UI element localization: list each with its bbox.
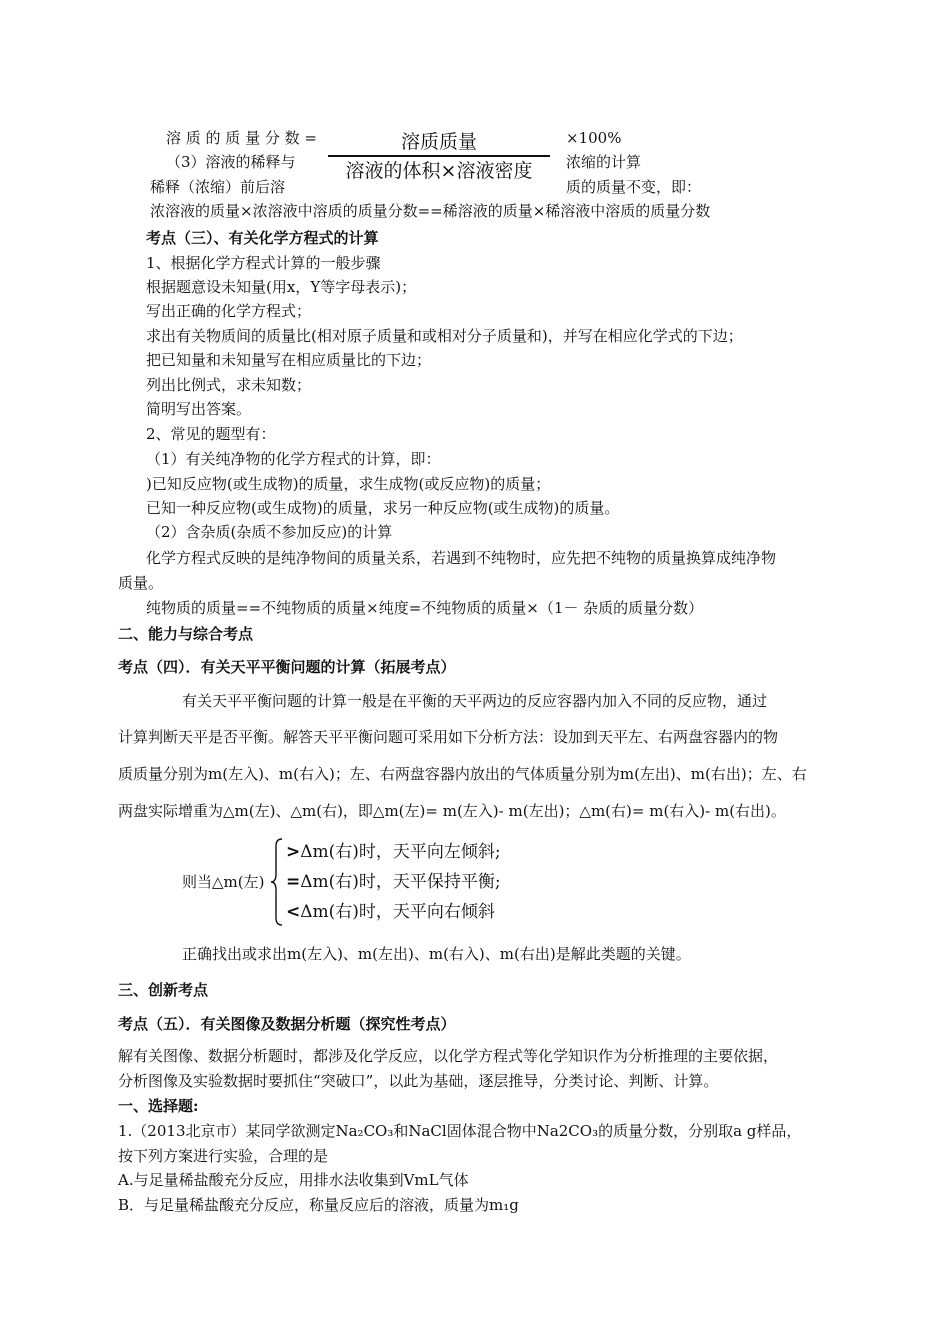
innovation-line: 分析图像及实验数据时要抓住“突破口”，以此为基础，逐层推导，分类讨论、判断、计算。: [118, 1072, 719, 1090]
option-a: A.与足量稀盐酸充分反应，用排水法收集到VmL气体: [118, 1171, 469, 1189]
section-title-innovation: 三、创新考点: [118, 981, 209, 999]
case-symbol: =: [286, 872, 301, 892]
case-expression: Δm(右)时，天平向右倾斜: [300, 902, 495, 922]
case-expression: Δm(右)时，天平保持平衡;: [300, 872, 501, 892]
balance-case-right: [286, 900, 495, 924]
question-1-line-1: 1.（2013北京市）某同学欲测定Na₂CO₃和NaCl固体混合物中Na2CO₃的质量分数，分别取a g样品，: [118, 1122, 802, 1140]
questions-title: 一、选择题:: [118, 1097, 199, 1115]
section3-line: 2、常见的题型有：: [146, 425, 276, 443]
section3-line: 简明写出答案。: [146, 400, 252, 418]
section3-line: 1、根据化学方程式计算的一般步骤: [146, 254, 381, 272]
section-title-point-5: 考点（五）．有关图像及数据分析题（探究性考点）: [118, 1015, 456, 1033]
case-symbol: <: [286, 902, 301, 922]
section3-line: 列出比例式，求未知数；: [146, 376, 312, 394]
ability-paragraph-line: 有关天平平衡问题的计算一般是在平衡的天平两边的反应容器内加入不同的反应物，通过: [182, 692, 768, 710]
innovation-line: 解有关图像、数据分析题时，都涉及化学反应，以化学方程式等化学知识作为分析推理的主要依据，: [118, 1047, 779, 1065]
fraction-bar: [328, 155, 550, 157]
formula-times: ×100%: [566, 129, 622, 147]
balance-case-equal: [286, 870, 501, 894]
ability-paragraph-line: 质质量分别为m(左入)、m(右入)；左、右两盘容器内放出的气体质量分别为m(左出)、m(右出)；左、右: [118, 765, 807, 783]
formula-lead: 溶 质 的 质 量 分 数 =: [166, 129, 317, 147]
section-title-ability: 二、能力与综合考点: [118, 625, 254, 643]
section3-line: 已知一种反应物(或生成物)的质量，求另一种反应物(或生成物)的质量。: [146, 499, 620, 517]
cases-lead: 则当△m(左): [182, 873, 265, 891]
question-1-line-2: 按下列方案进行实验，合理的是: [118, 1147, 329, 1165]
left-brace-icon: [270, 838, 284, 926]
section3-line: （1）有关纯净物的化学方程式的计算，即：: [146, 450, 441, 468]
dilution-equation: 浓溶液的质量×浓溶液中溶质的质量分数==稀溶液的质量×稀溶液中溶质的质量分数: [150, 202, 711, 220]
section3-line: )已知反应物(或生成物)的质量，求生成物(或反应物)的质量；: [146, 475, 551, 493]
case-symbol: >: [286, 842, 301, 862]
ability-conclusion: 正确找出或求出m(左入)、m(左出)、m(右入)、m(右出)是解此类题的关键。: [182, 945, 691, 963]
section3-line: 把已知量和未知量写在相应质量比的下边；: [146, 351, 432, 369]
section-title-point-4: 考点（四）．有关天平平衡问题的计算（拓展考点）: [118, 658, 456, 676]
balance-case-left: [286, 840, 501, 864]
case-expression: Δm(右)时，天平向左倾斜;: [300, 842, 501, 862]
section3-line: 质量。: [118, 574, 164, 592]
dilution-right-1: 浓缩的计算: [566, 153, 642, 171]
fraction-numerator: 溶质质量: [400, 131, 477, 153]
section-title-point-3: 考点（三）、有关化学方程式的计算: [146, 229, 379, 247]
section3-line: 根据题意设未知量(用x，Y等字母表示)；: [146, 278, 417, 296]
section3-line: 化学方程式反映的是纯净物间的质量关系，若遇到不纯物时，应先把不纯物的质量换算成纯净物: [146, 549, 777, 567]
mass-fraction-fraction: [328, 130, 550, 183]
dilution-right-2: 质的质量不变，即：: [566, 178, 702, 196]
fraction-denominator: 溶液的体积×溶液密度: [345, 160, 533, 182]
option-b: B．与足量稀盐酸充分反应，称量反应后的溶液，质量为m₁g: [118, 1196, 519, 1214]
ability-paragraph-line: 两盘实际增重为△m(左)、△m(右)，即△m(左)= m(左入)- m(左出)；△m(右)= m(右入)- m(右出)。: [118, 802, 786, 820]
ability-paragraph-line: 计算判断天平是否平衡。解答天平平衡问题可采用如下分析方法：设加到天平左、右两盘容器内的物: [118, 728, 779, 746]
section3-line: 写出正确的化学方程式；: [146, 302, 312, 320]
section3-line: 求出有关物质间的质量比(相对原子质量和或相对分子质量和)，并写在相应化学式的下边；: [146, 327, 743, 345]
section3-line: （2）含杂质(杂质不参加反应)的计算: [146, 523, 393, 541]
dilution-left-2: 稀释（浓缩）前后溶: [150, 178, 286, 196]
dilution-left-1: （3）溶液的稀释与: [166, 153, 296, 171]
section3-line: 纯物质的质量==不纯物质的质量×纯度=不纯物质的质量×（1－ 杂质的质量分数）: [146, 599, 704, 617]
